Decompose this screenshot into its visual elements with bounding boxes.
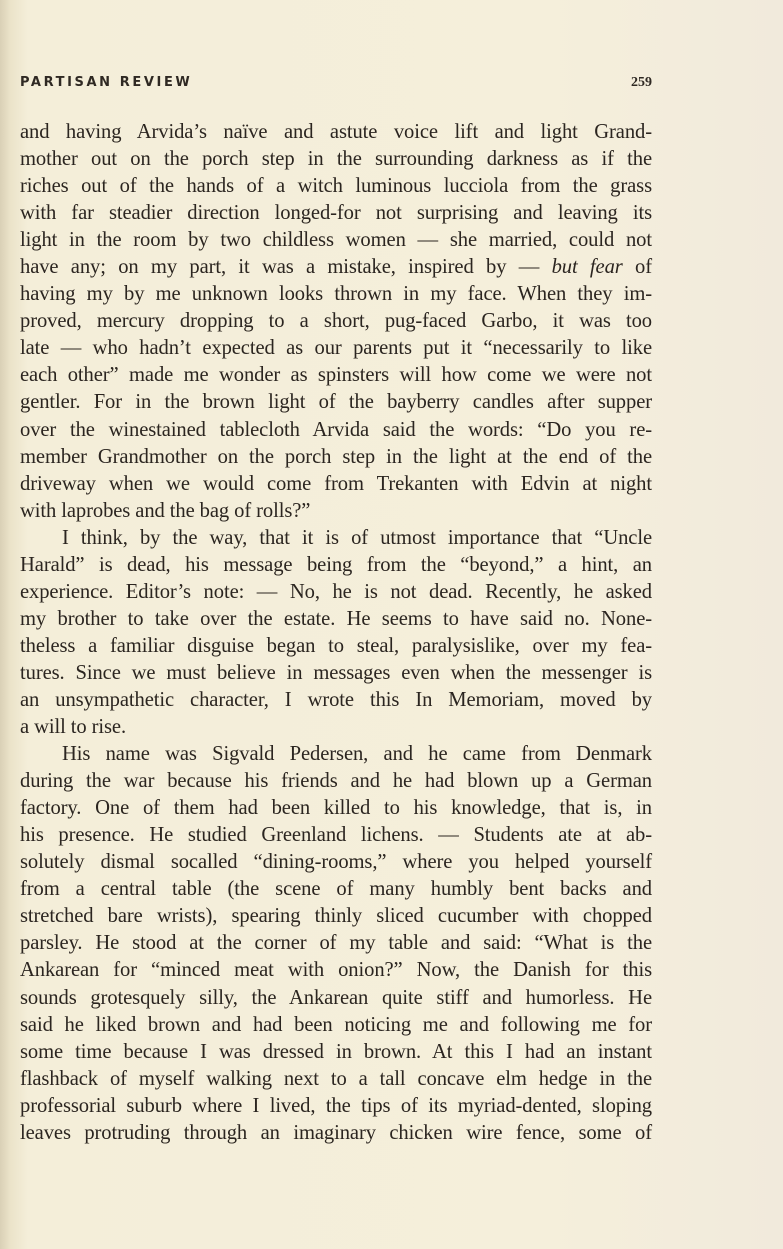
text-line: my brother to take over the estate. He seems to have said no. None-: [20, 607, 652, 630]
italic-text: but fear: [551, 256, 623, 279]
text-line: an unsympathetic character, I wrote this In Memoriam, moved by: [20, 688, 652, 711]
running-header: [20, 75, 652, 95]
text-line: leaves protruding through an imaginary chicken wire fence, some of: [20, 1121, 652, 1144]
text-line: mother out on the porch step in the surrounding darkness as if the: [20, 148, 652, 171]
running-title: PARTISAN REVIEW: [20, 75, 193, 90]
text-line: I think, by the way, that it is of utmost importance that “Uncle: [62, 526, 652, 549]
text-line: some time because I was dressed in brown. At this I had an instant: [20, 1040, 652, 1063]
text-line: during the war because his friends and he had blown up a German: [20, 770, 652, 793]
page-number: 259: [631, 75, 652, 90]
text-line: parsley. He stood at the corner of my table and said: “What is the: [20, 932, 652, 955]
text-line: from a central table (the scene of many humbly bent backs and: [20, 878, 652, 901]
text-line: each other” made me wonder as spinsters will how come we were not: [20, 364, 652, 387]
text-line: driveway when we would come from Trekanten with Edvin at night: [20, 472, 652, 495]
text-line: member Grandmother on the porch step in the light at the end of the: [20, 445, 652, 468]
text-line: proved, mercury dropping to a short, pug-faced Garbo, it was too: [20, 310, 652, 333]
text-line: flashback of myself walking next to a tall concave elm hedge in the: [20, 1067, 652, 1090]
text-line: said he liked brown and had been noticing me and following me for: [20, 1013, 652, 1036]
text-line: professorial suburb where I lived, the tips of its myriad-dented, sloping: [20, 1094, 652, 1117]
text-line: stretched bare wrists), spearing thinly sliced cucumber with chopped: [20, 905, 652, 928]
paragraph: [20, 741, 652, 1147]
text-line: and having Arvida’s naïve and astute voice lift and light Grand-: [20, 121, 652, 143]
text-line: sounds grotesquely silly, the Ankarean quite stiff and humorless. He: [20, 986, 652, 1009]
text-line: Harald” is dead, his message being from the “beyond,” a hint, an: [20, 553, 652, 576]
text-line: theless a familiar disguise began to steal, paralysislike, over my fea-: [20, 634, 652, 657]
text-line: his presence. He studied Greenland lichens. — Students ate at ab-: [20, 824, 652, 847]
text-line: gentler. For in the brown light of the bayberry candles after supper: [20, 391, 652, 414]
text-line: Ankarean for “minced meat with onion?” Now, the Danish for this: [20, 959, 652, 982]
paragraph: [20, 119, 652, 525]
text-line: light in the room by two childless women — she married, could not: [20, 229, 652, 252]
text-line: tures. Since we must believe in messages even when the messenger is: [20, 661, 652, 684]
text-line: late — who hadn’t expected as our parents put it “necessarily to like: [20, 337, 652, 360]
body-text: [20, 119, 652, 1147]
text-line: over the winestained tablecloth Arvida said the words: “Do you re-: [20, 418, 652, 441]
text-line: factory. One of them had been killed to his knowledge, that is, in: [20, 797, 652, 820]
text-line: a will to rise.: [20, 716, 127, 739]
text-line: with laprobes and the bag of rolls?”: [20, 499, 311, 522]
text-line: having my by me unknown looks thrown in my face. When they im-: [20, 283, 652, 306]
text-line: experience. Editor’s note: — No, he is not dead. Recently, he asked: [20, 580, 652, 603]
text-line: His name was Sigvald Pedersen, and he came from Denmark: [62, 743, 652, 766]
text-line: have any; on my part, it was a mistake, inspired by — but fear of: [20, 256, 652, 279]
text-line: riches out of the hands of a witch luminous lucciola from the grass: [20, 175, 652, 198]
text-line: with far steadier direction longed-for not surprising and leaving its: [20, 202, 652, 225]
text-line: solutely dismal socalled “dining-rooms,” where you helped yourself: [20, 851, 652, 874]
paragraph: [20, 525, 652, 741]
